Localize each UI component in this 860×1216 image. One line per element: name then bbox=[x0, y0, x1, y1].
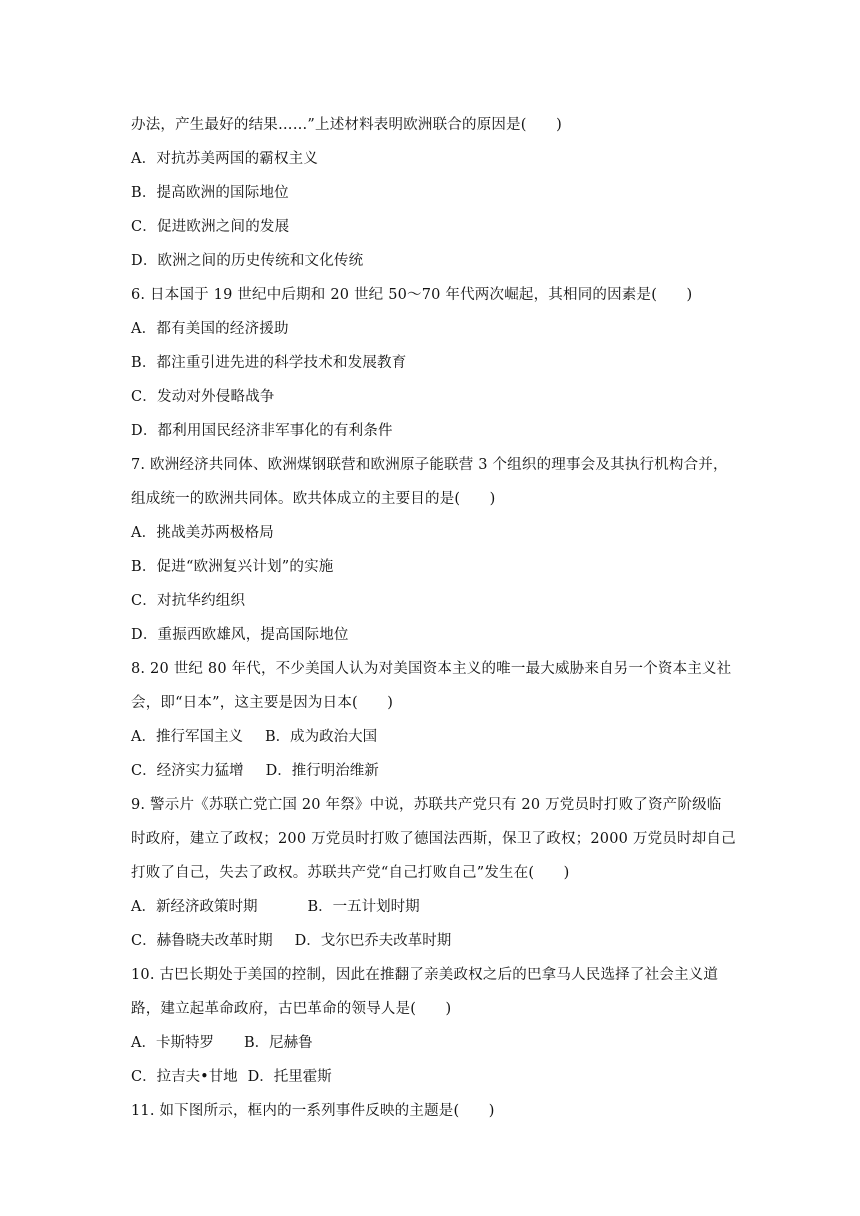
question-9-stem-line-2: 时政府，建立了政权；200 万党员时打败了德国法西斯，保卫了政权；2000 万党员时却自己 bbox=[131, 831, 736, 847]
question-8-option-b: B．成为政治大国 bbox=[264, 729, 378, 745]
question-6-option-c: C．发动对外侵略战争 bbox=[131, 389, 275, 405]
question-8-stem-line-1: 8. 20 世纪 80 年代，不少美国人认为对美国资本主义的唯一最大威胁来自另一个资本主义社 bbox=[131, 661, 732, 677]
question-9-stem-line-1: 9. 警示片《苏联亡党亡国 20 年祭》中说，苏联共产党只有 20 万党员时打败了资产阶级临 bbox=[131, 797, 722, 813]
question-10-stem-line-1: 10. 古巴长期处于美国的控制，因此在推翻了亲美政权之后的巴拿马人民选择了社会主义道 bbox=[131, 967, 719, 983]
question-9-option-d: D．戈尔巴乔夫改革时期 bbox=[294, 933, 452, 949]
question-8-stem-line-2: 会，即“日本”，这主要是因为日本( ) bbox=[131, 695, 394, 711]
question-10-option-b: B．尼赫鲁 bbox=[243, 1035, 313, 1051]
question-8-option-a: A．推行军国主义 bbox=[131, 729, 243, 745]
question-8-option-c: C．经济实力猛增 bbox=[131, 763, 244, 779]
question-10-options-row-2 bbox=[131, 1060, 731, 1094]
question-9-option-a: A．新经济政策时期 bbox=[131, 899, 258, 915]
question-10-stem-line-2: 路，建立起革命政府，古巴革命的领导人是( ) bbox=[131, 1001, 452, 1017]
question-7-stem-line-2: 组成统一的欧洲共同体。欧共体成立的主要目的是( ) bbox=[131, 491, 496, 507]
question-9-stem-line-3: 打败了自己，失去了政权。苏联共产党“自己打败自己”发生在( ) bbox=[131, 865, 570, 881]
question-9-options-row-1 bbox=[131, 890, 731, 924]
question-8-options-row-1 bbox=[131, 720, 731, 754]
question-8-options-row-2 bbox=[131, 754, 731, 788]
question-5-option-b: B．提高欧洲的国际地位 bbox=[131, 185, 289, 201]
question-11-stem: 11. 如下图所示，框内的一系列事件反映的主题是( ) bbox=[131, 1103, 495, 1119]
question-7-option-a: A．挑战美苏两极格局 bbox=[131, 525, 274, 541]
question-10-option-c: C．拉吉夫•甘地 bbox=[131, 1069, 238, 1085]
question-10-options-row-1 bbox=[131, 1026, 731, 1060]
question-9-option-c: C．赫鲁晓夫改革时期 bbox=[131, 933, 273, 949]
question-10-option-d: D．托里霍斯 bbox=[247, 1069, 332, 1085]
question-9-option-b: B．一五计划时期 bbox=[307, 899, 420, 915]
question-5-option-c: C．促进欧洲之间的发展 bbox=[131, 219, 290, 235]
question-7-stem-line-1: 7. 欧洲经济共同体、欧洲煤钢联营和欧洲原子能联营 3 个组织的理事会及其执行机构合并， bbox=[131, 457, 728, 473]
question-5-stem-tail: 办法，产生最好的结果……”上述材料表明欧洲联合的原因是( ) bbox=[131, 117, 562, 133]
question-9-options-row-2 bbox=[131, 924, 731, 958]
question-8-option-d: D．推行明治维新 bbox=[265, 763, 379, 779]
question-7-option-d: D．重振西欧雄风，提高国际地位 bbox=[131, 627, 349, 643]
question-5-option-a: A．对抗苏美两国的霸权主义 bbox=[131, 151, 319, 167]
question-7-option-b: B．促进“欧洲复兴计划”的实施 bbox=[131, 559, 334, 575]
question-5-option-d: D．欧洲之间的历史传统和文化传统 bbox=[131, 253, 364, 269]
question-6-option-d: D．都利用国民经济非军事化的有利条件 bbox=[131, 423, 393, 439]
question-6-option-a: A．都有美国的经济援助 bbox=[131, 321, 289, 337]
question-6-option-b: B．都注重引进先进的科学技术和发展教育 bbox=[131, 355, 407, 371]
question-7-option-c: C．对抗华约组织 bbox=[131, 593, 246, 609]
question-6-stem: 6. 日本国于 19 世纪中后期和 20 世纪 50～70 年代两次崛起，其相同的因素是( ) bbox=[131, 287, 693, 303]
document-content bbox=[131, 108, 736, 1128]
question-10-option-a: A．卡斯特罗 bbox=[131, 1035, 214, 1051]
